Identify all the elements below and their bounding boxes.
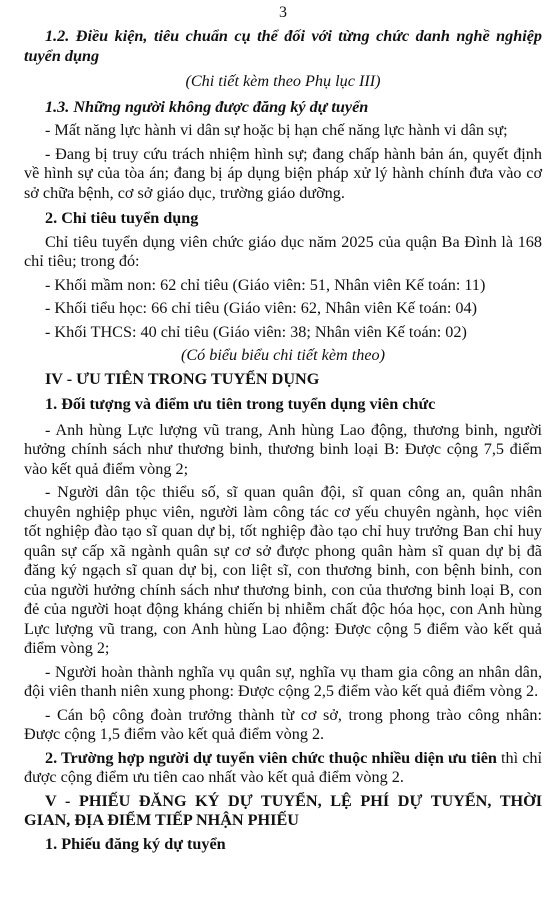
- section-V-title: V - PHIẾU ĐĂNG KÝ DỰ TUYỂN, LỆ PHÍ DỰ TUYỂN, THỜI GIAN, ĐỊA ĐIỂM TIẾP NHẬN PHIẾU: [24, 791, 542, 829]
- section-2-item: - Khối mầm non: 62 chỉ tiêu (Giáo viên: 51, Nhân viên Kế toán: 11): [45, 275, 486, 294]
- page-number: 3: [279, 4, 287, 21]
- section-2-intro: Chỉ tiêu tuyển dụng viên chức giáo dục năm 2025 của quận Ba Đình là 168 chỉ tiêu; trong đó:: [24, 232, 542, 270]
- section-IV-1-item: - Người hoàn thành nghĩa vụ quân sự, nghĩa vụ tham gia công an nhân dân, đội viên thanh niên xung phong: Được cộng 2,5 điểm vào kết quả điểm vòng 2.: [24, 662, 542, 700]
- section-IV-1-item: - Anh hùng Lực lượng vũ trang, Anh hùng Lao động, thương binh, người hưởng chính sách như thương binh, thương binh loại B: Được cộng 7,5 điểm vào kết quả điểm vòng 2;: [24, 420, 542, 478]
- section-2-item: - Khối THCS: 40 chỉ tiêu (Giáo viên: 38; Nhân viên Kế toán: 02): [45, 322, 467, 341]
- section-V-1-title: 1. Phiếu đăng ký dự tuyển: [45, 834, 226, 853]
- section-2-title: 2. Chỉ tiêu tuyển dụng: [45, 209, 199, 227]
- section-2-note: (Có biểu biểu chi tiết kèm theo): [180, 346, 386, 364]
- section-1-2-note: (Chi tiết kèm theo Phụ lục III): [185, 72, 381, 90]
- section-IV-title: IV - ƯU TIÊN TRONG TUYỂN DỤNG: [45, 369, 320, 388]
- section-IV-2-paragraph: [24, 749, 542, 788]
- section-IV-1-item: - Cán bộ công đoàn trưởng thành từ cơ sở, trong phong trào công nhân: Được cộng 1,5 điểm vào kết quả điểm vòng 2.: [24, 705, 542, 743]
- section-2-item: - Khối tiểu học: 66 chỉ tiêu (Giáo viên: 62, Nhân viên Kế toán: 04): [45, 299, 478, 317]
- section-IV-1-title: 1. Đối tượng và điểm ưu tiên trong tuyển dụng viên chức: [45, 395, 436, 413]
- section-1-3-item: - Đang bị truy cứu trách nhiệm hình sự; đang chấp hành bản án, quyết định về hình sự của tòa án; đang bị áp dụng biện pháp xử lý hành chính đưa vào cơ sở chữa bệnh, cơ sở giáo dục, trường giáo dưỡng.: [24, 144, 542, 202]
- section-1-2-title: 1.2. Điều kiện, tiêu chuẩn cụ thể đối với từng chức danh nghề nghiệp tuyển dụng: [24, 27, 542, 65]
- section-IV-1-item: - Người dân tộc thiểu số, sĩ quan quân đội, sĩ quan công an, quân nhân chuyên nghiệp phục viên, người làm công tác cơ yếu chuyên ngành, học viên tốt nghiệp đào tạo sĩ quan dự bị, tốt nghiệp đào tạo chỉ huy trưởng Ban chỉ huy quân sự cấp xã ngành quân sự cơ sở được phong quân hàm sĩ quan dự bị đã đăng ký ngạch sĩ quan dự bị, con liệt sĩ, con thương binh, con bệnh binh, con của người hưởng chính sách như thương binh, con của thương binh loại B, con đẻ của người hoạt động kháng chiến bị nhiễm chất độc hóa học, con Anh hùng Lực lượng vũ trang, con Anh hùng Lao động: Được cộng 5 điểm vào kết quả điểm vòng 2;: [24, 483, 542, 657]
- section-IV-2-title: 2. Trường hợp người dự tuyển viên chức thuộc nhiều diện ưu tiên: [45, 748, 497, 767]
- section-1-3-title: 1.3. Những người không được đăng ký dự tuyển: [45, 97, 369, 116]
- section-1-3-item: - Mất năng lực hành vi dân sự hoặc bị hạn chế năng lực hành vi dân sự;: [45, 121, 508, 139]
- section-IV-2-text: thì chỉ được cộng điểm ưu tiên cao nhất vào kết quả điểm vòng 2.: [24, 748, 542, 786]
